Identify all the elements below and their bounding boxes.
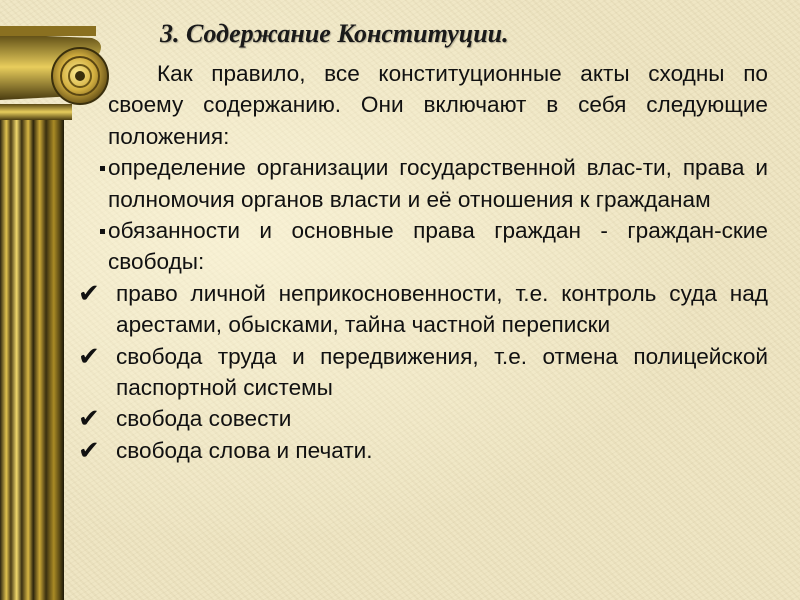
list-item bbox=[78, 152, 768, 215]
list-item bbox=[78, 403, 768, 434]
list-item-text: свобода совести bbox=[116, 406, 292, 432]
intro-paragraph: Как правило, все конституционные акты сходны по своему содержанию. Они включают в себя следующие положения: bbox=[108, 61, 768, 149]
list-item-text: свобода труда и передвижения, т.е. отмена полицейской паспортной системы bbox=[116, 343, 768, 401]
list-item-text: свобода слова и печати. bbox=[116, 437, 373, 463]
square-bullet-icon bbox=[100, 166, 105, 171]
square-bullet-list bbox=[78, 152, 768, 278]
list-item bbox=[78, 278, 768, 341]
list-item bbox=[78, 435, 768, 466]
list-item bbox=[78, 215, 768, 278]
checkmark-icon: ✔ bbox=[78, 434, 100, 465]
column-shaft bbox=[0, 118, 64, 600]
list-item-text: обязанности и основные права граждан - граждан-ские свободы: bbox=[108, 218, 768, 275]
square-bullet-icon bbox=[100, 229, 105, 234]
checkmark-icon: ✔ bbox=[78, 403, 100, 434]
checkmark-icon: ✔ bbox=[78, 340, 100, 371]
checkmark-list bbox=[78, 278, 768, 466]
list-item bbox=[78, 341, 768, 404]
column-necking bbox=[0, 104, 72, 120]
slide-title: 3. Содержание Конституции. bbox=[160, 19, 509, 48]
checkmark-icon: ✔ bbox=[78, 277, 100, 308]
slide-content bbox=[78, 58, 768, 466]
list-item-text: право личной неприкосновенности, т.е. контроль суда над арестами, обысками, тайна частной переписки bbox=[116, 280, 768, 338]
list-item-text: определение организации государственной влас-ти, права и полномочия органов власти и её отношения к гражданам bbox=[108, 155, 768, 212]
